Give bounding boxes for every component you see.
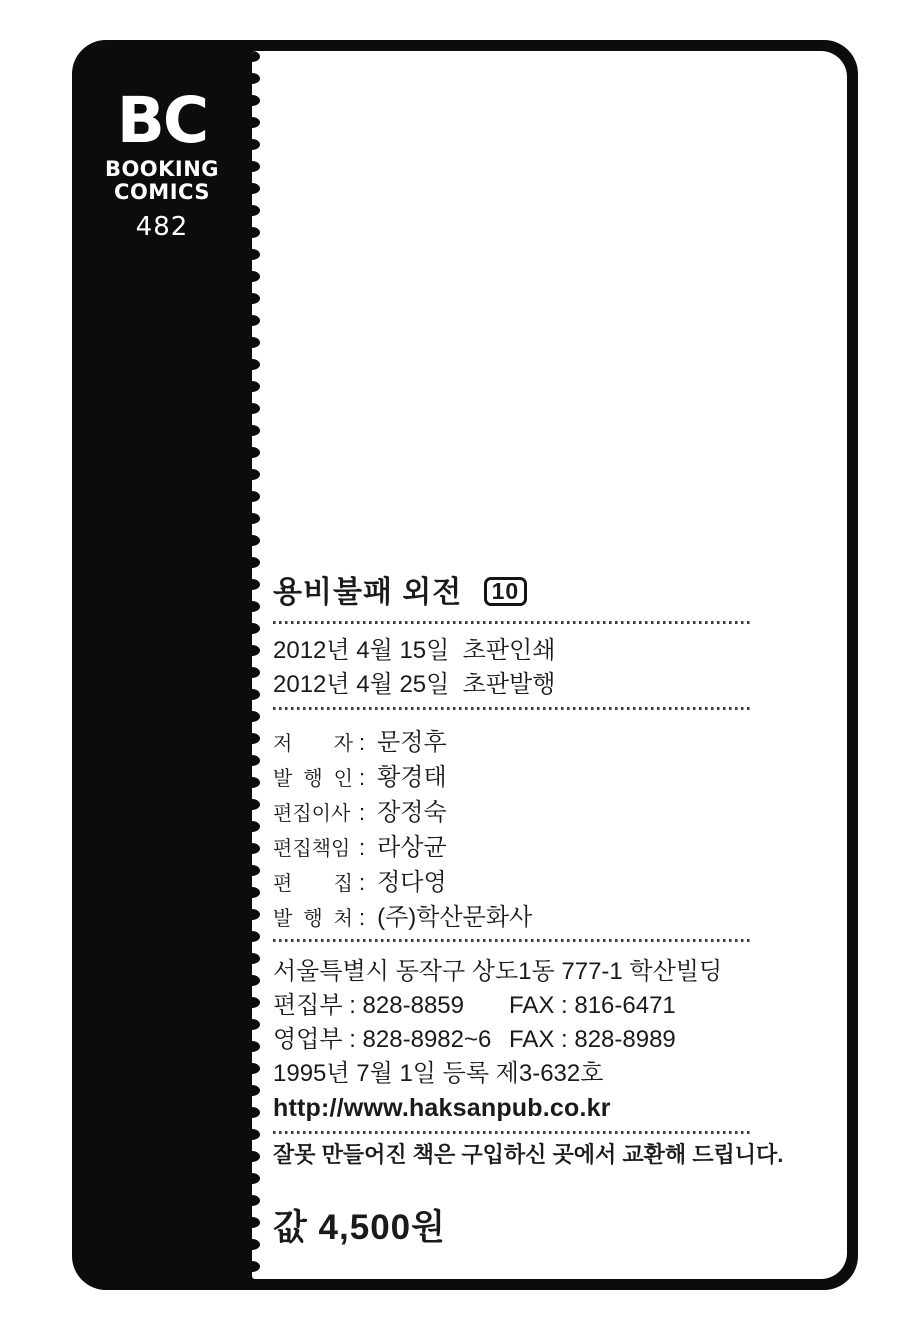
publisher-name-line1: BOOKING (104, 157, 220, 181)
credit-row-author (273, 726, 751, 761)
credit-row-editor (273, 866, 751, 901)
credit-colon: : (359, 730, 366, 755)
editorial-phone: 편집부 : 828-8859 (273, 992, 464, 1019)
credit-colon: : (359, 905, 366, 930)
credit-label: 편집이사 (273, 803, 351, 825)
dotted-divider (273, 621, 751, 624)
credit-value: (주)학산문화사 (377, 904, 533, 931)
sales-contact-row (273, 1023, 751, 1057)
credit-value: 라상균 (377, 834, 447, 861)
colophon-card (72, 40, 858, 1290)
series-number: 482 (135, 212, 189, 242)
publisher-logo: BC (116, 84, 208, 157)
credit-colon: : (359, 765, 366, 790)
publisher-name-line2: COMICS (114, 180, 210, 204)
publisher-contact (273, 955, 751, 1125)
volume-badge: 10 (484, 577, 528, 606)
credit-label: 편 집 (273, 873, 353, 895)
publisher-sidebar (72, 40, 252, 1290)
first-print-date: 2012년 4월 15일 초판인쇄 (273, 637, 556, 664)
credit-row-publishing-house (273, 901, 751, 936)
dotted-divider (273, 707, 751, 710)
publisher-website: http://www.haksanpub.co.kr (273, 1094, 611, 1122)
credit-value: 문정후 (377, 729, 447, 756)
credit-colon: : (359, 800, 366, 825)
registration-info: 1995년 7월 1일 등록 제3-632호 (273, 1060, 604, 1087)
dotted-divider (273, 1131, 751, 1134)
credit-label: 발 행 처 (273, 908, 353, 930)
book-title (273, 575, 751, 611)
credit-label: 발 행 인 (273, 768, 353, 790)
credit-label: 저 자 (273, 733, 353, 755)
print-info (273, 634, 751, 702)
credit-row-editor-in-charge (273, 831, 751, 866)
credit-value: 정다영 (377, 869, 447, 896)
editorial-contact-row (273, 989, 751, 1023)
credit-row-editorial-director (273, 796, 751, 831)
dotted-divider (273, 939, 751, 942)
credit-value: 장정숙 (377, 799, 447, 826)
credit-colon: : (359, 835, 366, 860)
price-label: 값 4,500원 (273, 1208, 446, 1247)
first-publish-date: 2012년 4월 25일 초판발행 (273, 671, 556, 698)
credit-label: 편집책임 (273, 838, 351, 860)
colophon-body (252, 51, 847, 1279)
colophon-content (252, 51, 847, 1279)
credit-row-publisher-person (273, 761, 751, 796)
sales-fax: FAX : 828-8989 (509, 1026, 676, 1053)
exchange-notice: 잘못 만들어진 책은 구입하신 곳에서 교환해 드립니다. (273, 1142, 784, 1167)
credit-colon: : (359, 870, 366, 895)
editorial-fax: FAX : 816-6471 (509, 992, 676, 1019)
book-title-text: 용비불패 외전 (273, 576, 463, 609)
credit-value: 황경태 (377, 764, 447, 791)
sales-phone: 영업부 : 828-8982~6 (273, 1026, 492, 1053)
credits-list (273, 726, 751, 936)
publisher-address: 서울특별시 동작구 상도1동 777-1 학산빌딩 (273, 958, 723, 985)
